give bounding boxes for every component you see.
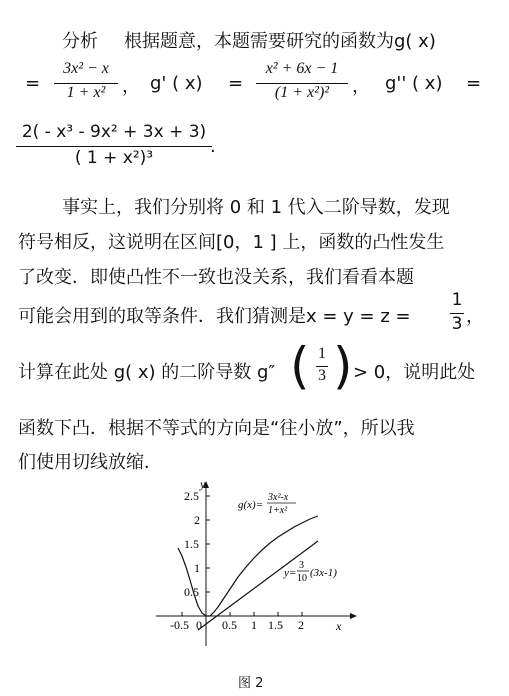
x-ticks bbox=[170, 612, 304, 632]
fraction-bar bbox=[256, 83, 348, 84]
g-fraction bbox=[48, 60, 124, 102]
fraction-bar bbox=[16, 146, 212, 147]
equals-sign-1: = bbox=[25, 73, 41, 94]
curve-label-numerator: 3x²-x bbox=[268, 492, 289, 503]
period: . bbox=[210, 136, 216, 157]
line-label-numerator: 3 bbox=[299, 560, 304, 571]
x-tick-label: 0.5 bbox=[222, 618, 237, 632]
g-double-prime-fraction bbox=[16, 122, 212, 168]
fraction-bar bbox=[316, 366, 328, 367]
fraction-bar bbox=[450, 313, 464, 314]
left-parenthesis: ( bbox=[290, 337, 310, 395]
g-double-prime-numerator: 2( - x³ - 9x² + 3x + 3) bbox=[21, 122, 207, 142]
one-third-fraction bbox=[447, 290, 467, 334]
paragraph-line-2: 符号相反，这说明在区间[0，1 ] 上，函数的凸性发生 bbox=[18, 232, 445, 253]
y-tick-label: 0.5 bbox=[184, 585, 199, 599]
g-denominator: 1 + x² bbox=[66, 84, 106, 101]
y-tick-label: 2.5 bbox=[184, 489, 199, 503]
g-numerator: 3x² − x bbox=[63, 60, 109, 77]
y-tick-label: 1.5 bbox=[184, 537, 199, 551]
g-prime-label: g' ( x) bbox=[150, 73, 203, 94]
curve-label-lhs: g(x)= bbox=[238, 499, 264, 511]
equals-sign-2: = bbox=[228, 73, 244, 94]
line-label-denominator: 10 bbox=[297, 573, 307, 584]
paren-fraction bbox=[313, 345, 331, 385]
x-tick-label: 0 bbox=[196, 618, 202, 632]
x-tick-label: 2 bbox=[298, 618, 304, 632]
one-third-denominator: 3 bbox=[451, 314, 463, 334]
fraction-bar bbox=[54, 83, 118, 84]
y-tick-label: 1 bbox=[194, 561, 200, 575]
curve-label-denominator: 1+x² bbox=[268, 505, 288, 516]
g-prime-fraction bbox=[252, 60, 352, 102]
paragraph-line-5-end: > 0，说明此处 bbox=[353, 362, 476, 383]
paren-fraction-numerator: 1 bbox=[318, 345, 326, 362]
paragraph-line-4: 可能会用到的取等条件．我们猜测是x = y = z = bbox=[18, 306, 411, 327]
line-label-rhs: (3x-1) bbox=[310, 567, 337, 579]
y-tick-label: 2 bbox=[194, 513, 200, 527]
g-double-prime-denominator: ( 1 + x²)³ bbox=[74, 148, 154, 168]
paragraph-line-3: 了改变．即使凸性不一致也没关系，我们看看本题 bbox=[18, 267, 414, 288]
figure-caption: 图 2 bbox=[238, 676, 264, 691]
analysis-intro: 根据题意，本题需要研究的函数为g( x) bbox=[124, 31, 436, 52]
paragraph-line-6: 函数下凸．根据不等式的方向是“往小放”，所以我 bbox=[18, 418, 415, 439]
x-tick-label: 1.5 bbox=[268, 618, 283, 632]
paragraph-line-1: 事实上，我们分别将 0 和 1 代入二阶导数，发现 bbox=[62, 197, 450, 218]
x-axis-arrow bbox=[350, 613, 357, 619]
analysis-heading: 分析 bbox=[62, 31, 98, 52]
y-axis-label: y bbox=[200, 478, 206, 491]
equals-sign-3: = bbox=[466, 73, 482, 94]
paren-fraction-denominator: 3 bbox=[318, 367, 326, 384]
comma-1: ， bbox=[122, 76, 140, 97]
line-label-lhs: y= bbox=[284, 567, 297, 579]
g-prime-numerator: x² + 6x − 1 bbox=[265, 60, 339, 77]
paragraph-line-4-end: ， bbox=[466, 306, 484, 327]
function-graph bbox=[150, 478, 360, 648]
g-prime-denominator: (1 + x²)² bbox=[274, 84, 330, 101]
one-third-numerator: 1 bbox=[451, 290, 463, 310]
paragraph-line-7: 们使用切线放缩． bbox=[18, 452, 162, 473]
x-tick-label: 1 bbox=[251, 618, 257, 632]
paragraph-line-5: 计算在此处 g( x) 的二阶导数 g″ bbox=[18, 362, 276, 383]
right-parenthesis: ) bbox=[333, 337, 353, 395]
x-axis-label: x bbox=[336, 619, 342, 633]
x-tick-label: -0.5 bbox=[170, 618, 189, 632]
g-double-prime-label: g'' ( x) bbox=[385, 73, 443, 94]
comma-2: ， bbox=[352, 76, 370, 97]
